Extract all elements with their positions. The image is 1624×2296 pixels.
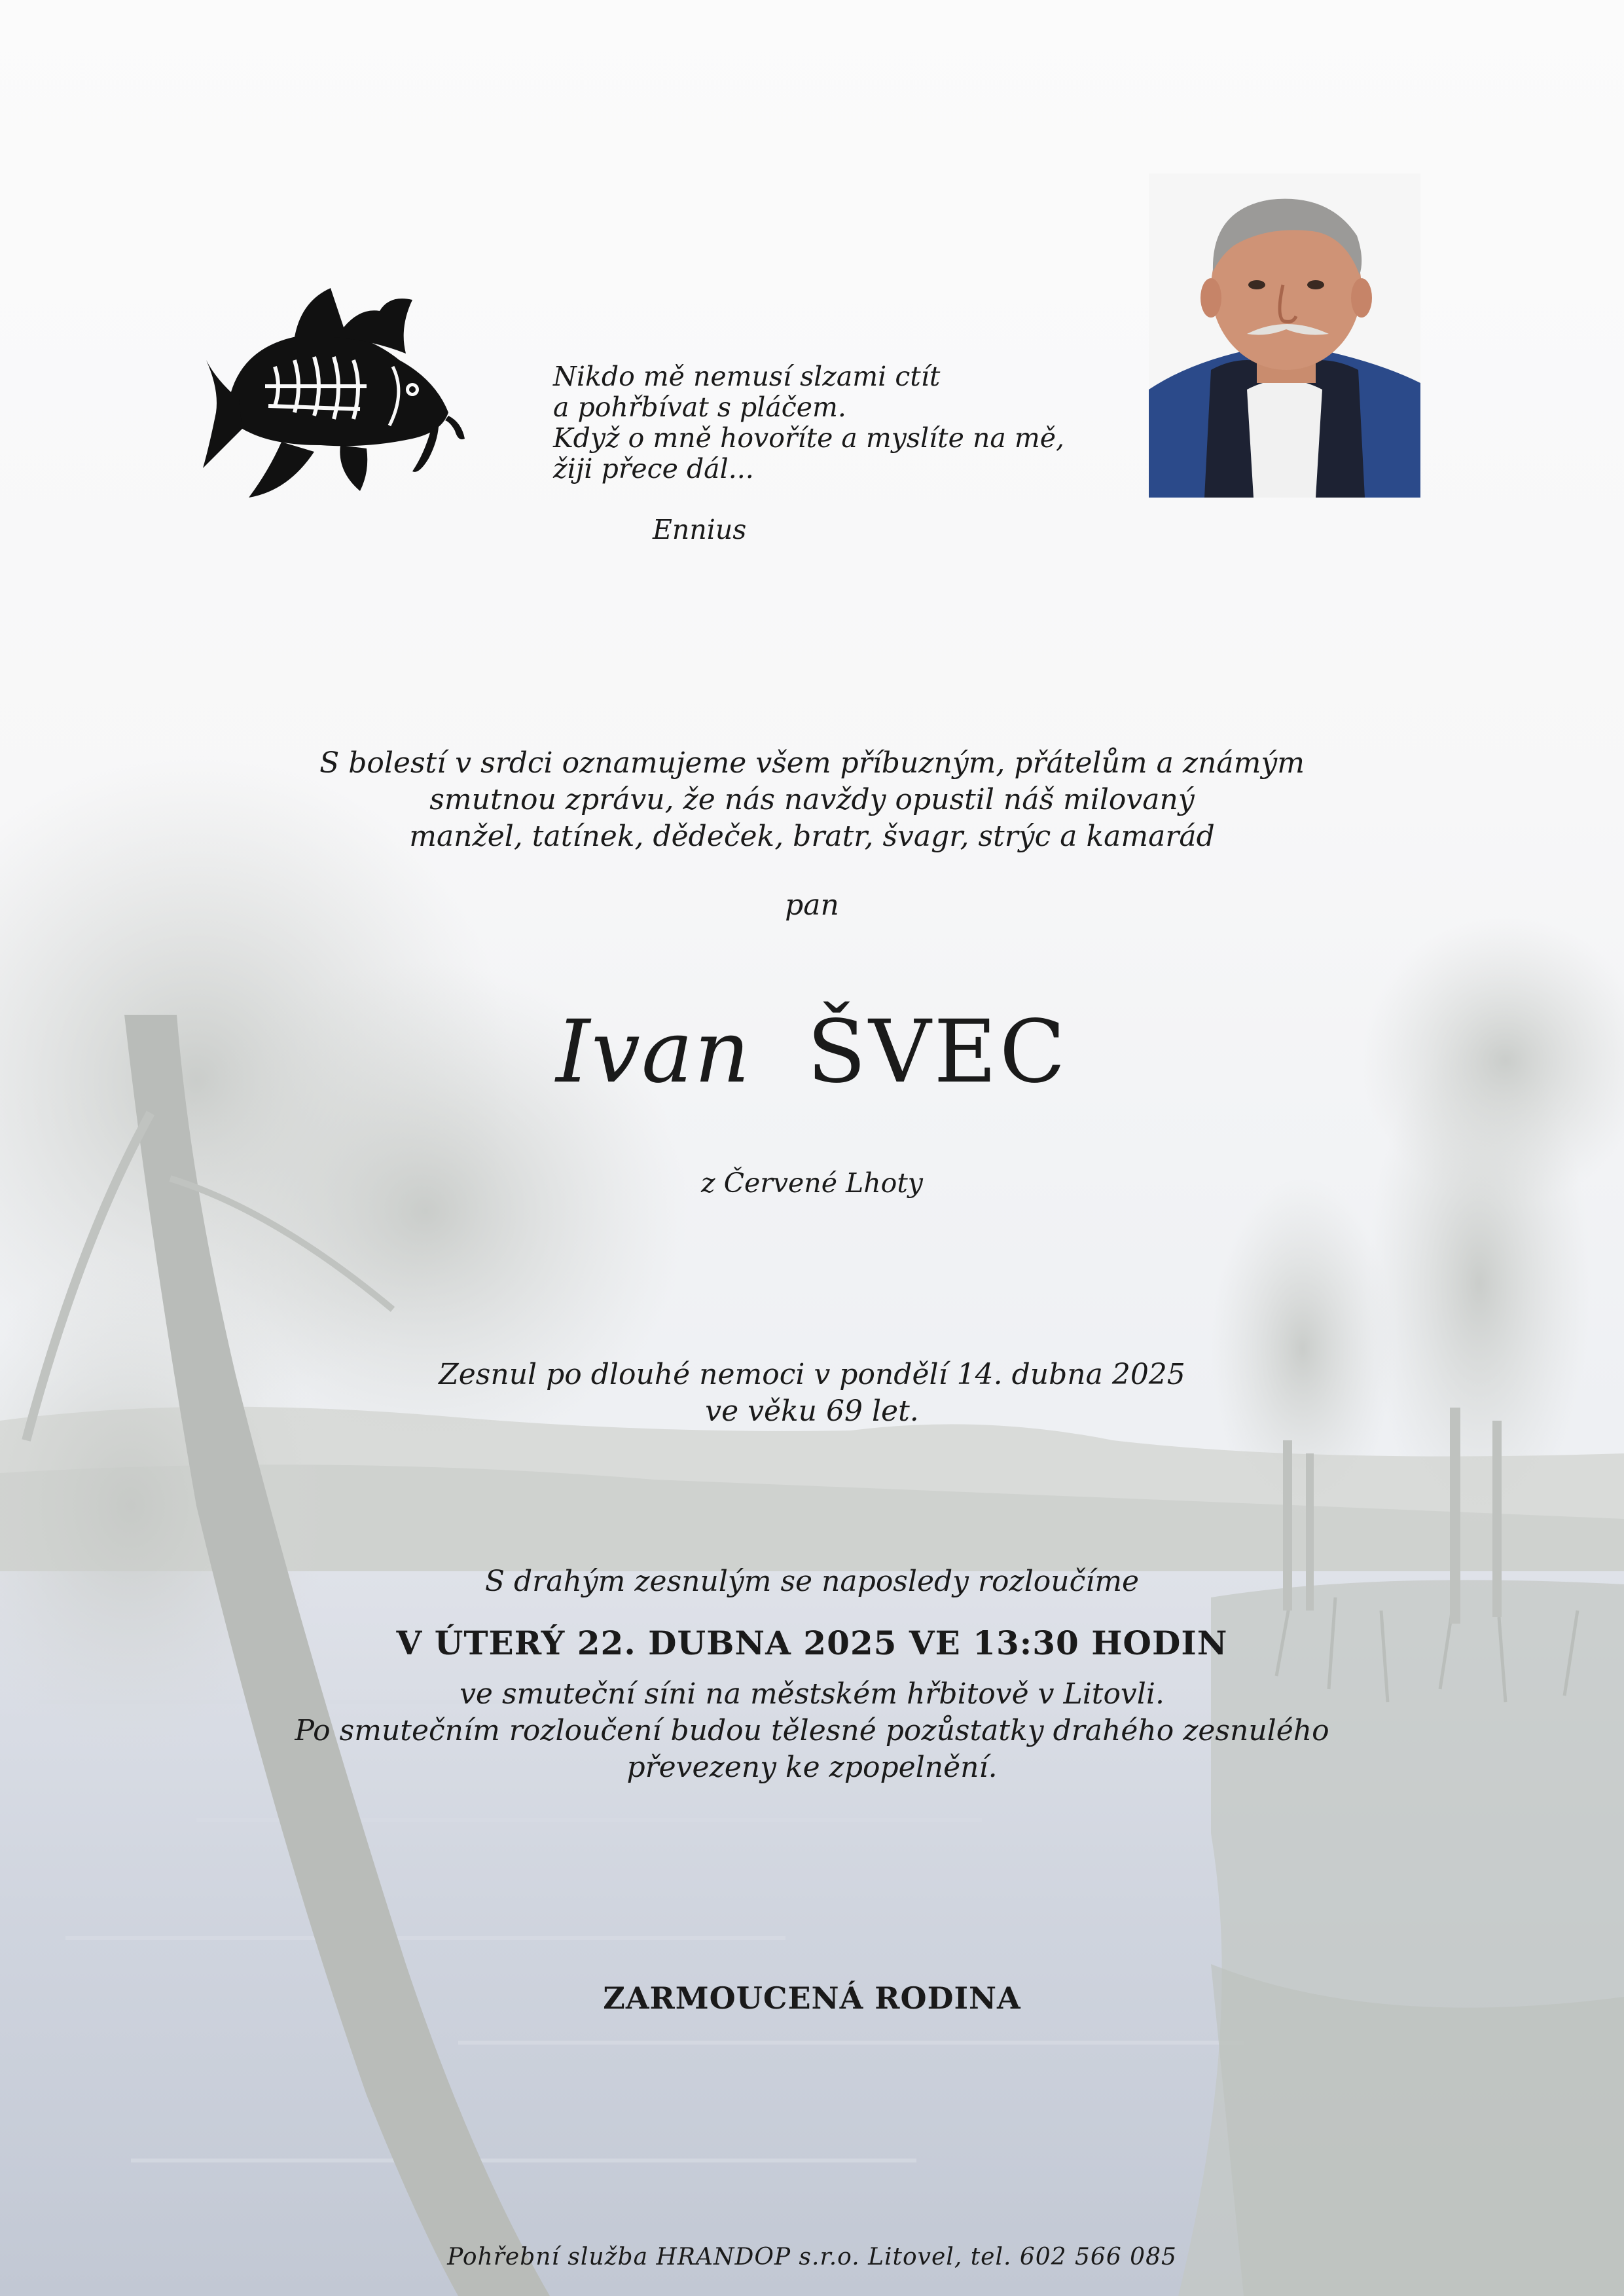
death-info [0, 1357, 1624, 1430]
announcement-text [0, 745, 1624, 855]
announcement-line: manžel, tatínek, dědeček, bratr, švagr, strýc a kamarád [409, 820, 1215, 853]
surname: ŠVEC [806, 1002, 1068, 1102]
quote-line: Když o mně hovoříte a myslíte na mě, [553, 422, 1065, 454]
quote-line: Nikdo mě nemusí slzami ctít [553, 361, 941, 392]
quote-author: Ennius [653, 514, 747, 545]
death-line: ve věku 69 let. [705, 1394, 919, 1428]
given-name: Ivan [556, 1002, 751, 1102]
quote-line: a pohřbívat s pláčem. [553, 392, 846, 423]
announcement-line: smutnou zprávu, že nás navždy opustil náš milovaný [429, 783, 1195, 816]
carp-fish-icon [203, 282, 465, 504]
quote-line: žiji přece dál... [553, 453, 754, 484]
death-line: Zesnul po dlouhé nemoci v pondělí 14. dubna 2025 [439, 1358, 1185, 1391]
deceased-name [0, 1002, 1624, 1102]
funeral-service-footer: Pohřební služba HRANDOP s.r.o. Litovel, tel. 602 566 085 [447, 2244, 1177, 2270]
announcement-line: S bolestí v srdci oznamujeme všem příbuzným, přátelům a známým [319, 746, 1305, 780]
farewell-intro: S drahým zesnulým se naposledy rozloučíme [484, 1565, 1140, 1598]
farewell-venue [0, 1676, 1624, 1786]
quote-block [553, 361, 1142, 484]
family-signature: ZARMOUCENÁ RODINA [603, 1980, 1021, 2016]
venue-line: Po smutečním rozloučení budou tělesné pozůstatky drahého zesnulého [295, 1714, 1329, 1747]
venue-line: ve smuteční síni na městském hřbitově v Litovli. [460, 1677, 1164, 1711]
portrait-photo [1149, 173, 1420, 498]
farewell-date-time: V ÚTERÝ 22. DUBNA 2025 VE 13:30 HODIN [396, 1624, 1228, 1662]
salutation: pan [785, 888, 839, 922]
deceased-origin: z Červené Lhoty [701, 1167, 923, 1199]
venue-line: převezeny ke zpopelnění. [626, 1751, 998, 1784]
